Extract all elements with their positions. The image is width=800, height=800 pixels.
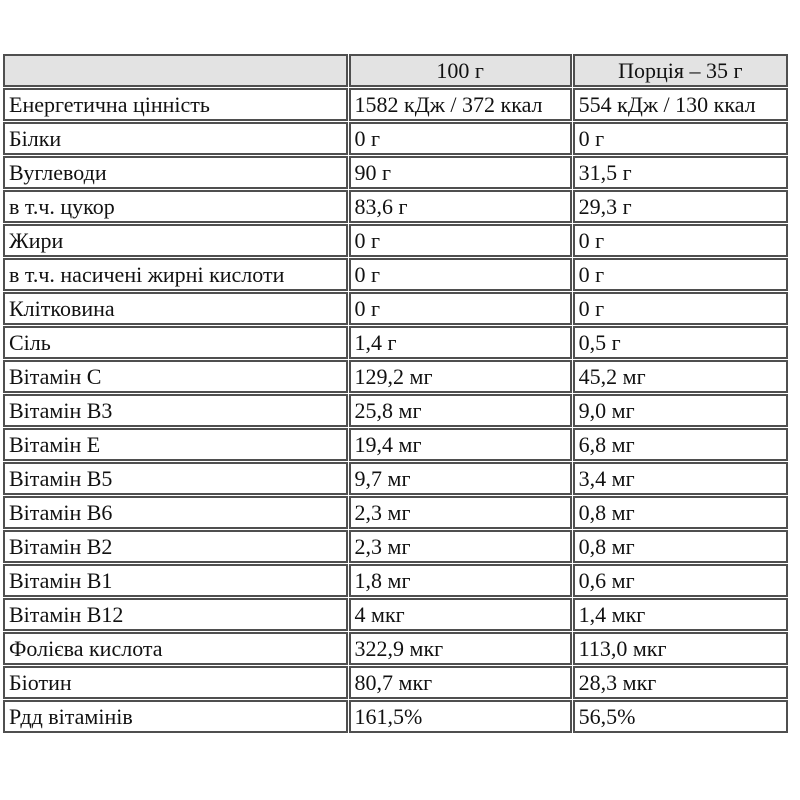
table-row (3, 394, 788, 427)
row-portion-cell: 1,4 мкг (573, 598, 788, 631)
row-portion-cell: 0,8 мг (573, 530, 788, 563)
header-portion-cell: Порція – 35 г (573, 54, 788, 87)
row-per100g-cell: 83,6 г (349, 190, 572, 223)
row-per100g-cell: 9,7 мг (349, 462, 572, 495)
table-row (3, 530, 788, 563)
row-label-cell: Енергетична цінність (3, 88, 348, 121)
row-per100g-cell: 19,4 мг (349, 428, 572, 461)
row-label-cell: Жири (3, 224, 348, 257)
table-row (3, 122, 788, 155)
row-portion-cell: 113,0 мкг (573, 632, 788, 665)
row-label-cell: Білки (3, 122, 348, 155)
row-portion-cell: 31,5 г (573, 156, 788, 189)
row-per100g-cell: 2,3 мг (349, 496, 572, 529)
row-portion-cell: 0,5 г (573, 326, 788, 359)
row-per100g-cell: 2,3 мг (349, 530, 572, 563)
table-row (3, 666, 788, 699)
table-row (3, 156, 788, 189)
row-per100g-cell: 1,8 мг (349, 564, 572, 597)
row-label-cell: Вітамін C (3, 360, 348, 393)
table-row (3, 632, 788, 665)
row-per100g-cell: 1582 кДж / 372 ккал (349, 88, 572, 121)
table-row (3, 564, 788, 597)
row-portion-cell: 6,8 мг (573, 428, 788, 461)
row-per100g-cell: 1,4 г (349, 326, 572, 359)
row-per100g-cell: 129,2 мг (349, 360, 572, 393)
table-row (3, 88, 788, 121)
row-per100g-cell: 0 г (349, 122, 572, 155)
row-portion-cell: 0 г (573, 258, 788, 291)
header-100g-cell: 100 г (349, 54, 572, 87)
row-portion-cell: 554 кДж / 130 ккал (573, 88, 788, 121)
row-portion-cell: 0,8 мг (573, 496, 788, 529)
row-per100g-cell: 161,5% (349, 700, 572, 733)
row-label-cell: Сіль (3, 326, 348, 359)
row-label-cell: Фолієва кислота (3, 632, 348, 665)
row-portion-cell: 28,3 мкг (573, 666, 788, 699)
table-row (3, 190, 788, 223)
row-label-cell: Вуглеводи (3, 156, 348, 189)
row-label-cell: Вітамін B3 (3, 394, 348, 427)
row-label-cell: Вітамін B12 (3, 598, 348, 631)
table-row (3, 224, 788, 257)
row-per100g-cell: 4 мкг (349, 598, 572, 631)
row-portion-cell: 0 г (573, 122, 788, 155)
row-label-cell: в т.ч. насичені жирні кислоти (3, 258, 348, 291)
row-label-cell: Біотин (3, 666, 348, 699)
table-row (3, 700, 788, 733)
table-row (3, 360, 788, 393)
row-label-cell: Рдд вітамінів (3, 700, 348, 733)
row-label-cell: Вітамін B1 (3, 564, 348, 597)
row-portion-cell: 9,0 мг (573, 394, 788, 427)
row-per100g-cell: 0 г (349, 292, 572, 325)
row-per100g-cell: 0 г (349, 258, 572, 291)
row-portion-cell: 3,4 мг (573, 462, 788, 495)
row-portion-cell: 0 г (573, 224, 788, 257)
table-row (3, 428, 788, 461)
row-portion-cell: 45,2 мг (573, 360, 788, 393)
row-per100g-cell: 322,9 мкг (349, 632, 572, 665)
table-row (3, 292, 788, 325)
row-per100g-cell: 25,8 мг (349, 394, 572, 427)
header-empty-cell (3, 54, 348, 87)
row-label-cell: Клітковина (3, 292, 348, 325)
row-per100g-cell: 0 г (349, 224, 572, 257)
header-row (3, 54, 788, 87)
table-row (3, 598, 788, 631)
table-body (3, 88, 788, 733)
row-label-cell: Вітамін E (3, 428, 348, 461)
table-row (3, 258, 788, 291)
row-label-cell: Вітамін B6 (3, 496, 348, 529)
row-label-cell: Вітамін B2 (3, 530, 348, 563)
nutrition-table (2, 53, 789, 734)
row-portion-cell: 56,5% (573, 700, 788, 733)
table-row (3, 462, 788, 495)
row-portion-cell: 0 г (573, 292, 788, 325)
table-row (3, 326, 788, 359)
row-per100g-cell: 80,7 мкг (349, 666, 572, 699)
row-label-cell: в т.ч. цукор (3, 190, 348, 223)
row-per100g-cell: 90 г (349, 156, 572, 189)
row-portion-cell: 0,6 мг (573, 564, 788, 597)
table-row (3, 496, 788, 529)
row-label-cell: Вітамін B5 (3, 462, 348, 495)
row-portion-cell: 29,3 г (573, 190, 788, 223)
